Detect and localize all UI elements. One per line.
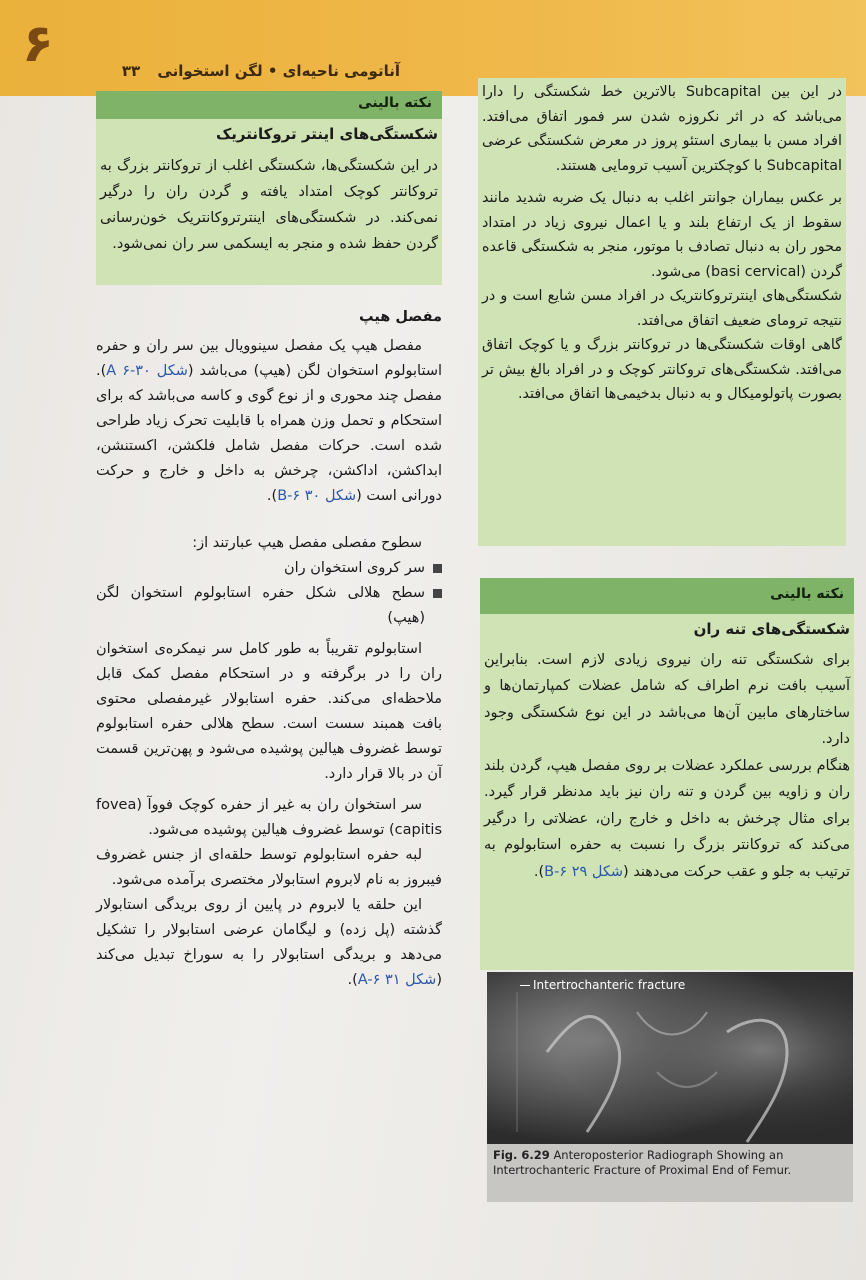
caption-number: Fig. 6.29 xyxy=(493,1148,550,1162)
section-heading: مفصل هیپ xyxy=(358,309,442,325)
surfaces-intro: سطوح مفصلی مفصل هیپ عبارتند از: xyxy=(192,535,422,551)
clinical-note-heading: نکته بالینی xyxy=(480,578,854,614)
clinical-note-content xyxy=(484,616,850,885)
clinical-note-content xyxy=(100,122,438,257)
text-run: ). مفصل چند محوری و از نوع گوی و کاسه می‌باشد که برای استحکام و تحمل وزن همراه با قابلیت تحرک زیاد طراحی شده است. حرکات مفصل شامل فلکشن، اکستنشن، ابداکشن، اداکشن، چرخش به داخل و خارج و حرکت دورانی است ( xyxy=(96,363,442,504)
hip-joint-section xyxy=(96,305,442,993)
bullet-icon xyxy=(433,564,442,573)
paragraph: برای شکستگی تنه ران نیروی زیادی لازم است. بنابراین آسیب بافت نرم اطراف که شامل عضلات کمپارتمان‌ها و ساختارهای مابین آن‌ها می‌باشد در این نوع شکستگی وجود دارد. xyxy=(484,651,850,747)
figure-caption xyxy=(487,1144,853,1202)
text-run: ). xyxy=(347,972,358,988)
running-title xyxy=(100,62,400,80)
running-title-text: آناتومی ناحیه‌ای • لگن استخوانی xyxy=(157,62,400,80)
text-run: مفصل هیپ یک مفصل سینوویال بین سر ران و حفره استابولوم استخوان لگن (هیپ) می‌باشد ( xyxy=(96,338,443,379)
clinical-note-text: در این شکستگی‌ها، شکستگی اغلب از تروکانتر بزرگ به تروکانتر کوچک امتداد یافته و گردن ران را درگیر نمی‌کند. در شکستگی‌های اینترتروکانتریک خون‌رسانی گردن حفظ شده و منجر به ایسکمی سر ران نمی‌شود. xyxy=(100,158,438,252)
text-run: این حلقه یا لابروم در پایین از روی بریدگی استابولار گذشته (پل زده) و لیگامان عرضی استابولار را تشکیل می‌دهد و بریدگی استابولار را به سوراخ تبدیل می‌کند ( xyxy=(96,897,442,988)
list-item-text: سر کروی استخوان ران xyxy=(284,560,425,576)
list-item xyxy=(96,581,442,631)
figure-reference[interactable]: شکل ۳۰ B-۶ xyxy=(277,488,357,504)
figure-label xyxy=(520,978,685,992)
figure-reference[interactable]: شکل ۳۰-۶ A xyxy=(106,363,188,379)
text-run: هنگام بررسی عملکرد عضلات بر روی مفصل هیپ، گردن بلند ران و زاویه بین گردن و تنه ران نیز باید مدنظر قرار گیرد. برای مثال چرخش به داخل و خارج ران، عضلاتی را درگیر می‌کند که تروکانتر بزرگ را نسبت به حفره استابولوم به ترتیب به جلو و عقب حرکت می‌دهند ( xyxy=(484,757,850,880)
paragraph: گاهی اوقات شکستگی‌ها در تروکانتر بزرگ و یا کوچک اتفاق می‌افتد. شکستگی‌های تروکانتر کوچک و در افراد بالغ بیش تر بصورت پاتولومیکال و به دنبال بدخیمی‌ها اتفاق می‌افتد. xyxy=(482,337,842,402)
figure-label-text: Intertrochanteric fracture xyxy=(533,978,686,992)
paragraph: استابولوم تقریباً به طور کامل سر نیمکره‌ی استخوان ران را در برگرفته و در استحکام مفصل کمک قابل ملاحظه‌ای می‌کند. حفره استابولار غیرمفصلی محتوی بافت همبند سست است. سطح هلالی حفره استابولوم توسط غضروف هیالین پوشیده می‌شود و پهن‌ترین قسمت آن در بالا قرار دارد. xyxy=(96,641,442,782)
paragraph: بر عکس بیماران جوانتر اغلب به دنبال یک ضربه شدید مانند سقوط از یک ارتفاع بلند و یا اعمال نیروی زیاد در امتداد محور ران به دنبال تصادف با موتور، منجر به شکستگی قاعده گردن (basi cervical) می‌شود. xyxy=(482,190,842,280)
figure-reference[interactable]: شکل ۲۹ B-۶ xyxy=(544,863,624,880)
clinical-note-title: شکستگی‌های اینتر تروکانتریک xyxy=(215,125,438,143)
leader-line xyxy=(520,985,530,986)
chapter-number: ۶ xyxy=(22,14,54,74)
xray-image xyxy=(487,972,853,1144)
clinical-note-heading: نکته بالینی xyxy=(96,91,442,119)
paragraph xyxy=(96,334,442,509)
paragraph: سر استخوان ران به غیر از حفره کوچک فووآ (fovea capitis) توسط غضروف هیالین پوشیده می‌شود. xyxy=(96,797,442,838)
paragraph: لبه حفره استابولوم توسط حلقه‌ای از جنس غضروف فیبروز به نام لابروم استابولار مختصری برآمده می‌شود. xyxy=(96,847,442,888)
figure-reference[interactable]: شکل ۳۱ A-۶ xyxy=(357,972,437,988)
clinical-note-title: شکستگی‌های تنه ران xyxy=(693,620,850,638)
paragraph: شکستگی‌های اینترتروکانتریک در افراد مسن شایع است و در نتیجه ترومای ضعیف اتفاق می‌افتد. xyxy=(482,288,842,329)
xray-drawing xyxy=(487,972,853,1144)
text-run: ). xyxy=(533,863,545,880)
bullet-icon xyxy=(433,589,442,598)
paragraph xyxy=(484,753,850,886)
list-item-text: سطح هلالی شکل حفره استابولوم استخوان لگن (هیپ) xyxy=(96,585,425,626)
page-number: ۳۳ xyxy=(121,62,141,80)
text-run: ). xyxy=(266,488,278,504)
paragraph: در این بین Subcapital بالاترین خط شکستگی را دارا می‌باشد که در اثر نکروزه شدن سر فمور اتفاق می‌افتد. افراد مسن با بیماری استئو پروز در معرض شکستگی عرضی Subcapital با کوچکترین آسیب ترومایی هستند. xyxy=(482,84,842,174)
paragraph xyxy=(96,893,442,993)
right-column-text xyxy=(482,80,842,407)
list-item xyxy=(96,556,442,581)
caption-text: Anteroposterior Radiograph Showing an Intertrochanteric Fracture of Proximal End of Femur. xyxy=(493,1148,792,1177)
